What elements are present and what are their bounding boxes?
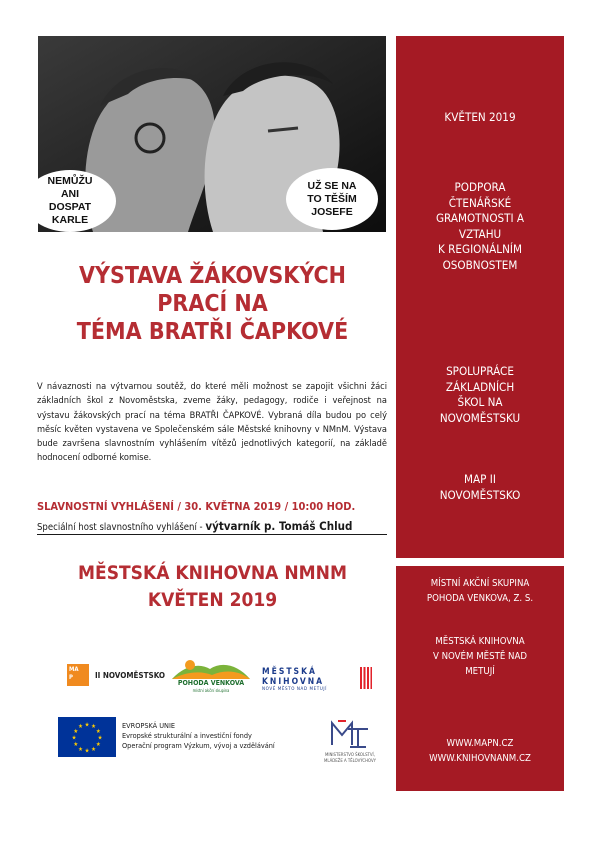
venue-heading [40, 560, 385, 614]
eu-star-icon: ★ [73, 728, 79, 735]
bubble-left-line: DOSPAT [48, 201, 92, 213]
website-link-mapn[interactable]: WWW.MAPN.CZ [446, 738, 514, 749]
exhibition-title [40, 262, 385, 346]
library-logo-text [262, 667, 327, 692]
goal-line: VZTAHU [458, 226, 502, 241]
eu-star-icon: ★ [95, 728, 101, 735]
special-guest [37, 519, 387, 535]
library-logo-line: NOVÉ MĚSTO NAD METUJÍ [262, 687, 327, 692]
ministry-caption: MLÁDEŽE A TĚLOVÝCHOVY [324, 758, 376, 764]
description-paragraph: V návaznosti na výtvarnou soutěž, do které měli možnost se zapojit všichni žáci základních škol z Novoměstska, zveme žáky, pedagogy, rodiče i veřejnost na výstavu žákovských prací na téma BRATŘI ČAPKOVÉ. Vybraná díla budou po celý měsíc květen vystavena ve Společenském sále Městské knihovny v NMnM. Výstava bude završena slavnostním vyhlášením vítězů jednotlivých kategorií, na základě hodnocení odborné komise. [37, 381, 387, 464]
eu-star-icon: ★ [91, 745, 96, 753]
pohoda-logo-subtext: místní akční skupina [192, 688, 230, 693]
venue-line: MĚSTSKÁ KNIHOVNA NMNM [78, 562, 347, 584]
eu-star-icon: ★ [71, 734, 77, 742]
bubble-right-line: TO TĚŠÍM [307, 192, 357, 205]
eu-star-icon: ★ [95, 741, 101, 748]
sidebar-goal-reading [396, 180, 564, 273]
eu-star-icon: ★ [78, 723, 83, 731]
ceremony-date: SLAVNOSTNÍ VYHLÁŠENÍ / 30. KVĚTNA 2019 / 10:00 HOD. [37, 500, 356, 513]
sidebar-project [396, 472, 564, 503]
library-logo-line: KNIHOVNA [262, 677, 325, 687]
library-logo [262, 665, 374, 695]
map-logo-text: P [69, 674, 73, 681]
bubble-right-line: JOSEFE [311, 205, 353, 218]
speech-bubble-left [24, 170, 116, 232]
eu-star-icon: ★ [78, 745, 83, 753]
msmt-logo-graphic [328, 717, 372, 749]
map-novomestsko-logo [67, 664, 165, 686]
ministry-logo [300, 717, 400, 767]
goal-line: K REGIONÁLNÍM [438, 242, 522, 256]
pohoda-logo-text: POHODA VENKOVA [177, 679, 245, 687]
project-line: MAP II [464, 472, 496, 486]
goal-line: OSOBNOSTEM [442, 257, 518, 272]
eu-star-icon: ★ [84, 747, 90, 755]
title-line: PRACÍ NA [157, 291, 268, 317]
org-line: POHODA VENKOVA, Z. S. [426, 593, 534, 604]
eu-star-icon: ★ [91, 723, 96, 731]
sidebar-websites [396, 736, 564, 766]
goal-line: ŠKOL NA [457, 395, 503, 409]
speech-bubble-right [286, 168, 378, 230]
eu-star-icon: ★ [84, 721, 90, 729]
bubble-right-line: UŽ SE NA [307, 179, 357, 192]
goal-line: ČTENÁŘSKÉ [448, 195, 512, 210]
sidebar-goal-cooperation [396, 364, 564, 426]
eu-line: Evropské strukturální a investiční fondy [122, 731, 252, 740]
sidebar-date: KVĚTEN 2019 [444, 110, 516, 124]
eu-star-icon: ★ [97, 734, 103, 742]
guest-name: výtvarník p. Tomáš Chlud [205, 519, 353, 533]
goal-line: ZÁKLADNÍCH [445, 379, 515, 394]
sidebar-org-library [396, 634, 564, 679]
eu-line: Operační program Výzkum, vývoj a vzdělávání [122, 741, 275, 750]
eu-line: EVROPSKÁ UNIE [122, 721, 176, 730]
org-line: MÍSTNÍ AKČNÍ SKUPINA [430, 578, 530, 589]
ministry-caption: MINISTERSTVO ŠKOLSTVÍ, [325, 753, 375, 758]
org-line: MĚSTSKÁ KNIHOVNA [435, 636, 525, 647]
goal-line: NOVOMĚSTSKU [439, 410, 521, 425]
website-link-library[interactable]: WWW.KNIHOVNANM.CZ [429, 753, 531, 764]
eu-star-icon: ★ [73, 741, 79, 748]
eu-funding-text [122, 721, 275, 751]
sidebar-org-pohoda [396, 576, 564, 606]
eu-flag-icon [58, 717, 116, 757]
map-logo-caption: II NOVOMĚSTSKO [95, 670, 166, 680]
goal-line: GRAMOTNOSTI A [435, 211, 525, 225]
library-logo-line: MĚSTSKÁ [262, 667, 317, 677]
goal-line: PODPORA [454, 180, 506, 194]
project-line: NOVOMĚSTSKO [439, 487, 521, 502]
pohoda-venkova-logo [170, 657, 252, 693]
goal-line: SPOLUPRÁCE [446, 364, 514, 378]
sidebar-contact-panel [396, 566, 564, 791]
guest-prefix: Speciální host slavnostního vyhlášení - [37, 522, 206, 533]
sidebar-info-panel [396, 36, 564, 558]
venue-line: KVĚTEN 2019 [147, 589, 278, 611]
map-logo-text: MA [69, 666, 79, 673]
title-line: VÝSTAVA ŽÁKOVSKÝCH [79, 263, 346, 289]
bubble-left-line: KARLE [51, 214, 89, 226]
map-logo-box [67, 664, 89, 686]
title-line: TÉMA BRATŘI ČAPKOVÉ [76, 319, 349, 345]
org-line: V NOVÉM MĚSTĚ NAD [432, 651, 528, 662]
bubble-left-line: NEMŮŽU ANI [47, 175, 93, 200]
library-stripes-icon [360, 667, 372, 689]
eu-stars-graphic [58, 717, 116, 757]
org-line: METUJÍ [465, 666, 495, 677]
